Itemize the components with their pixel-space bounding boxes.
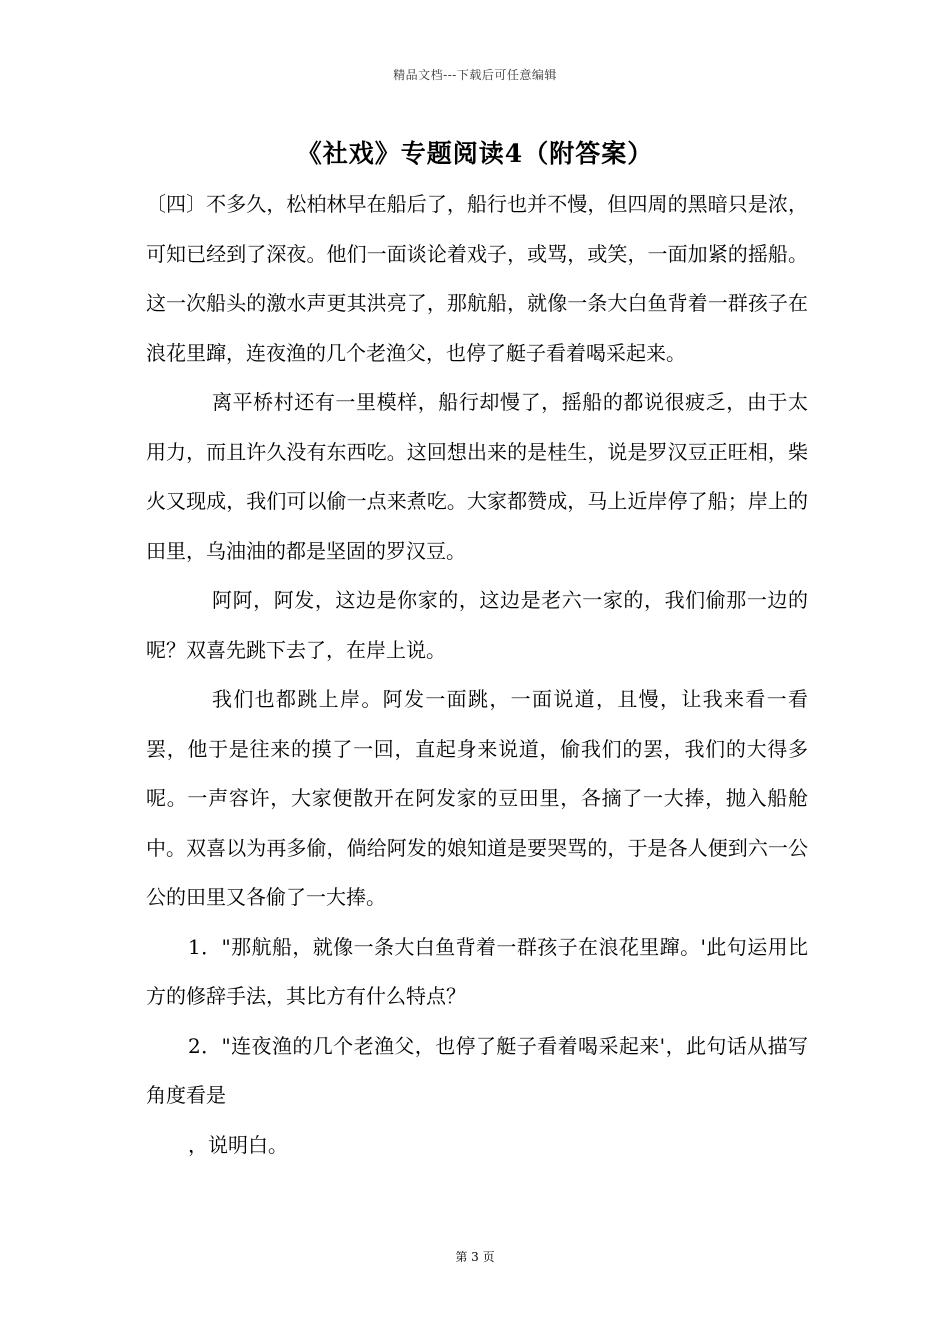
paragraph-2: 离平桥村还有一里模样，船行却慢了，摇船的都说很疲乏，由于太用力，而且许久没有东西吃。这回想出来的是桂生，说是罗汉豆正旺相，柴火又现成，我们可以偷一点来煮吃。大家都赞成，马上近岸停了船；岸上的田里，乌油油的都是坚固的罗汉豆。	[146, 390, 808, 563]
paragraph-4: 我们也都跳上岸。阿发一面跳，一面说道，且慢，让我来看一看罢，他于是往来的摸了一回，直起身来说道，偷我们的罢，我们的大得多呢。一声容许，大家便散开在阿发家的豆田里，各摘了一大捧，抛入船舱中。双喜以为再多偷，倘给阿发的娘知道是要哭骂的，于是各人便到六一公公的田里又各偷了一大捧。	[146, 687, 808, 909]
paragraph-1: 〔四〕不多久，松柏林早在船后了，船行也并不慢，但四周的黑暗只是浓，可知已经到了深夜。他们一面谈论着戏子，或骂，或笑，一面加紧的摇船。这一次船头的激水声更其洪亮了，那航船，就像一条大白鱼背着一群孩子在浪花里蹿，连夜渔的几个老渔父，也停了艇子看着喝采起来。	[146, 192, 808, 365]
page-header: 精品文档---下载后可任意编辑	[393, 68, 557, 82]
question-1: 1．"那航船，就像一条大白鱼背着一群孩子在浪花里蹿。'此句运用比方的修辞手法，其比方有什么特点？	[146, 934, 808, 1008]
question-2: 2．"连夜渔的几个老渔父，也停了艇子看着喝采起来'，此句话从描写角度看是	[146, 1033, 808, 1107]
page-number: 第 3 页	[455, 1250, 495, 1264]
document-body	[146, 180, 808, 1170]
paragraph-3: 阿阿，阿发，这边是你家的，这边是老六一家的，我们偷那一边的呢？双喜先跳下去了，在岸上说。	[146, 588, 808, 662]
document-title: 《社戏》专题阅读4（附答案）	[296, 139, 654, 168]
answer-blank-line: ，说明白。	[188, 1132, 288, 1157]
